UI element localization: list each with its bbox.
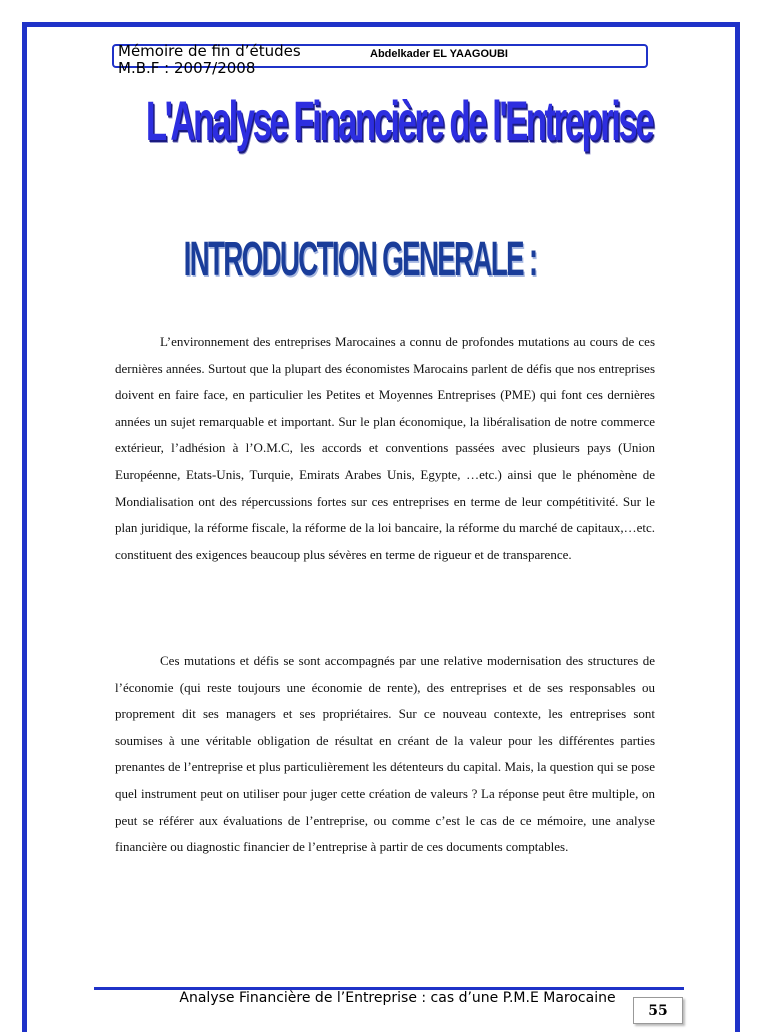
document-title: L'Analyse Financière de l'Entreprise [145,89,653,152]
program-line: M.B.F : 2007/2008 [118,59,256,77]
author-name: Abdelkader EL YAAGOUBI [370,48,508,60]
thesis-line: Mémoire de fin d’études [118,42,301,60]
paragraph-2-text: Ces mutations et défis se sont accompagnés par une relative modernisation des structures de l’économie (qui reste toujours une économie de rente), des entreprises et de ses responsables ou proprement dit ses managers et ses propriétaires. Sur ce nouveau contexte, les entreprises sont soumises à une véritable obligation de résultat en créant de la valeur pour les différentes parties prenantes de l’entreprise et plus particulièrement les détenteurs du capital. Mais, la question qui se pose quel instrument peut on utiliser pour juger cette création de valeurs ? La réponse peut être multiple, on peut se référer aux évaluations de l’entreprise, ou comme c’est le cas de ce mémoire, une analyse financière ou diagnostic financier de l’entreprise à partir de ces documents comptables. [115,653,655,855]
page-number: 55 [633,997,683,1024]
paragraph-2 [115,648,655,861]
header-left [118,43,301,77]
footer-caption: Analyse Financière de l’Entreprise : cas d’une P.M.E Marocaine [179,990,616,1006]
section-heading: INTRODUCTION GENERALE : [183,233,537,286]
paragraph-1-text: L’environnement des entreprises Marocaines a connu de profondes mutations au cours de ces dernières années. Surtout que la plupart des économistes Marocains parlent de défis que nos entreprises doivent en faire face, en particulier les Petites et Moyennes Entreprises (PME) qui font ces dernières années un sujet remarquable et important. Sur le plan économique, la libéralisation de notre commerce extérieur, l’adhésion à l’O.M.C, les accords et conventions passées avec plusieurs pays (Union Européenne, Etats-Unis, Turquie, Emirats Arabes Unis, Egypte, …etc.) ainsi que le phénomène de Mondialisation ont des répercussions fortes sur ces entreprises en terme de leur compétitivité. Sur le plan juridique, la réforme fiscale, la réforme de la loi bancaire, la réforme du marché de capitaux,…etc. constituent des exigences beaucoup plus sévères en terme de rigueur et de transparence. [115,334,655,562]
paragraph-1 [115,329,655,568]
